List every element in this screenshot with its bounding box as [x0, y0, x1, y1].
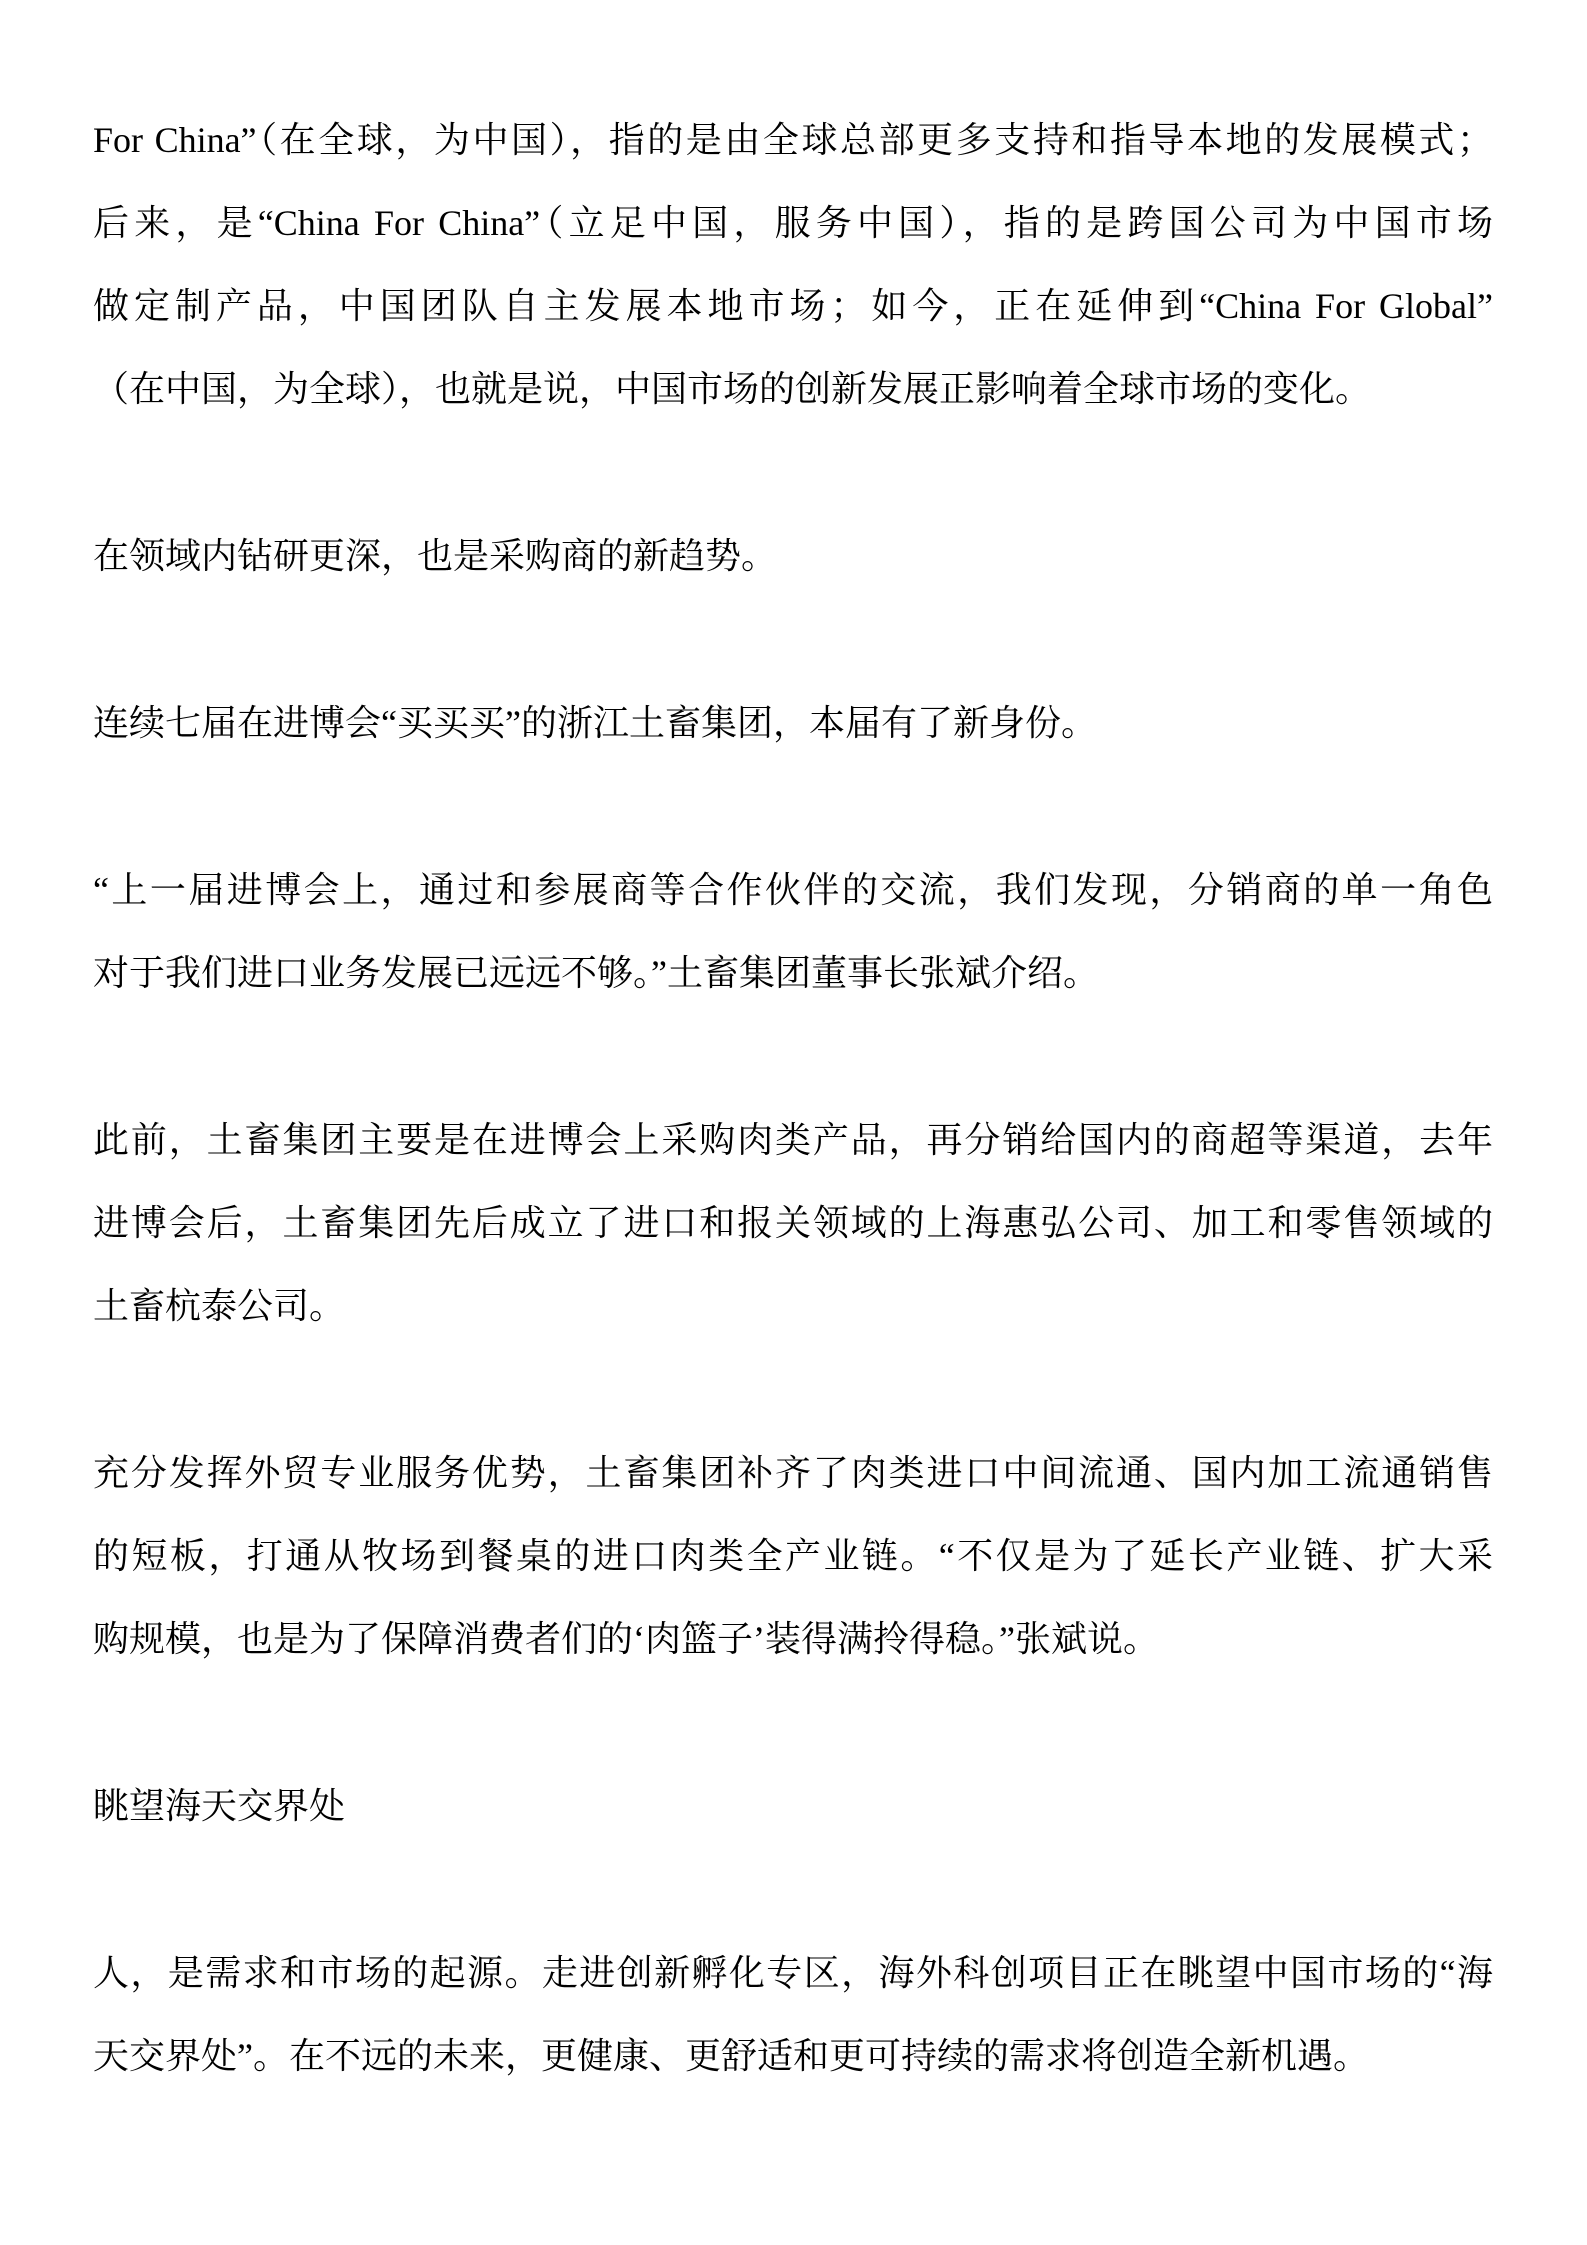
paragraph [93, 682, 1493, 765]
paragraph [93, 1765, 1493, 1848]
text-line: 做定制产品，中国团队自主发展本地市场；如今，正在延伸到“China For Global” [93, 286, 1493, 326]
text-line: 后来，是“China For China”（立足中国，服务中国），指的是跨国公司为中国市场 [93, 203, 1493, 243]
paragraph [93, 515, 1493, 598]
paragraph [93, 1099, 1493, 1348]
paragraph [93, 99, 1493, 431]
text-line: 人，是需求和市场的起源。走进创新孵化专区，海外科创项目正在眺望中国市场的“海 [93, 1953, 1493, 1993]
paragraph [93, 849, 1493, 1015]
text-line: For China”（在全球，为中国），指的是由全球总部更多支持和指导本地的发展模式； [93, 120, 1493, 160]
text-line: 此前，土畜集团主要是在进博会上采购肉类产品，再分销给国内的商超等渠道，去年 [93, 1120, 1493, 1160]
text-line: 连续七届在进博会“买买买”的浙江土畜集团，本届有了新身份。 [93, 703, 1097, 743]
paragraph [93, 1432, 1493, 1681]
text-line: 对于我们进口业务发展已远远不够。”土畜集团董事长张斌介绍。 [93, 953, 1099, 993]
text-line: 购规模，也是为了保障消费者们的‘肉篮子’装得满拎得稳。”张斌说。 [93, 1619, 1159, 1659]
text-line: 土畜杭泰公司。 [93, 1286, 346, 1326]
paragraph [93, 1932, 1493, 2098]
text-line: 的短板，打通从牧场到餐桌的进口肉类全产业链。“不仅是为了延长产业链、扩大采 [93, 1536, 1493, 1576]
document-body [93, 99, 1493, 2098]
text-line: 在领域内钻研更深，也是采购商的新趋势。 [93, 536, 778, 576]
text-line: 充分发挥外贸专业服务优势，土畜集团补齐了肉类进口中间流通、国内加工流通销售 [93, 1453, 1493, 1493]
text-line: “上一届进博会上，通过和参展商等合作伙伴的交流，我们发现，分销商的单一角色 [93, 870, 1493, 910]
text-line: 天交界处”。在不远的未来，更健康、更舒适和更可持续的需求将创造全新机遇。 [93, 2036, 1369, 2076]
text-line: （在中国，为全球），也就是说，中国市场的创新发展正影响着全球市场的变化。 [93, 369, 1372, 409]
text-line: 眺望海天交界处 [93, 1786, 346, 1826]
text-line: 进博会后，土畜集团先后成立了进口和报关领域的上海惠弘公司、加工和零售领域的 [93, 1203, 1493, 1243]
